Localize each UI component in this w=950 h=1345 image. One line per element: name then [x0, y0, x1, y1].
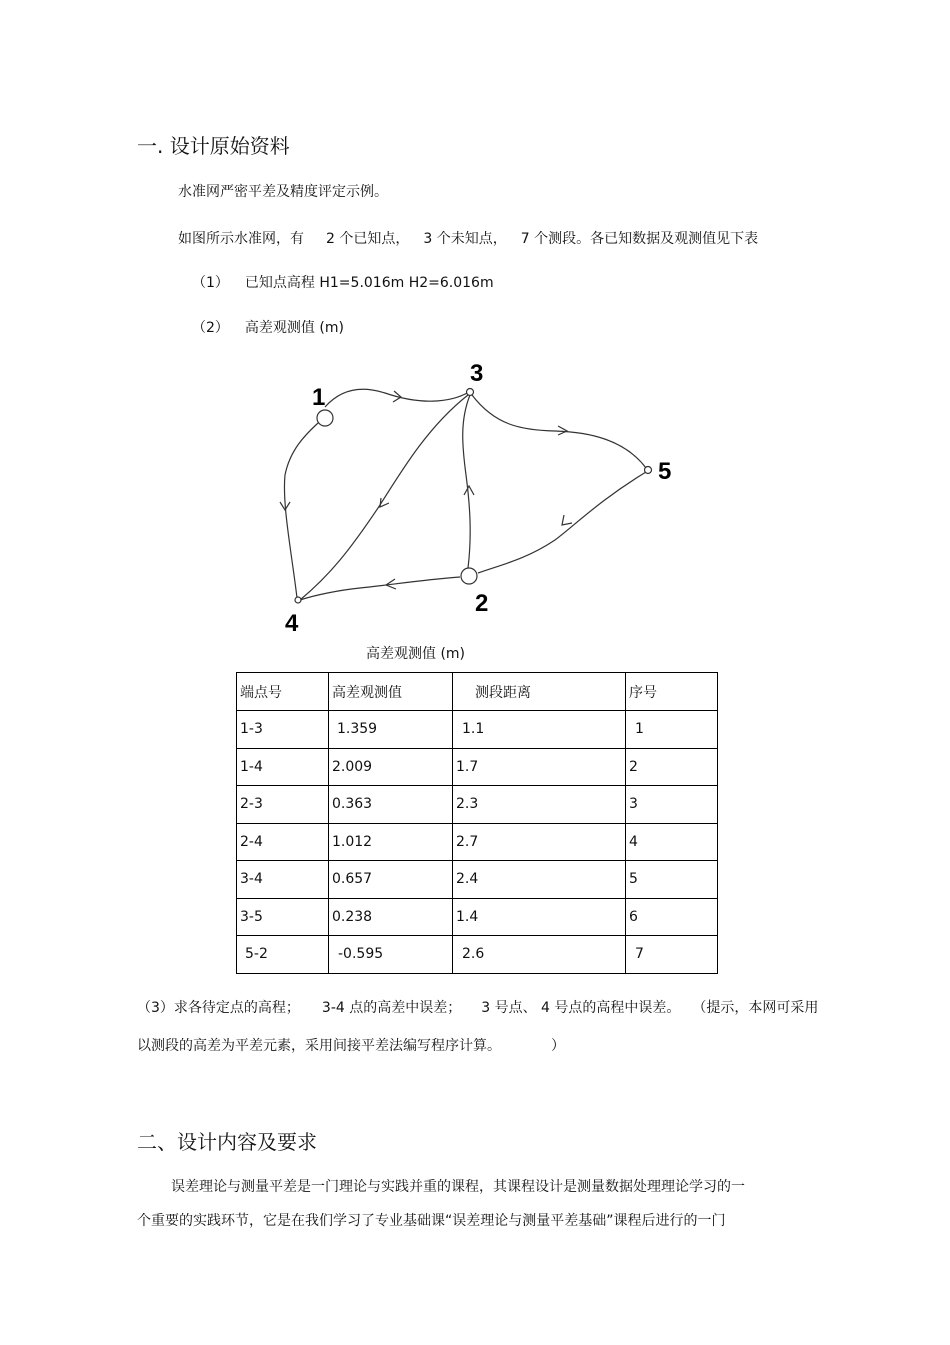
- note-part: 以测段的高差为平差元素，采用间接平差法编写程序计算。: [137, 1038, 501, 1054]
- table-cell: 1.7: [453, 748, 626, 786]
- route-2-3: [463, 395, 470, 568]
- table-header-row: [237, 673, 718, 711]
- header-cell: 端点号: [237, 673, 329, 711]
- table-row: [237, 748, 718, 786]
- table-cell: 4: [626, 823, 718, 861]
- table-cell: 0.657: [329, 861, 453, 899]
- note-part: ）: [551, 1038, 565, 1054]
- station-3-marker: [467, 389, 474, 396]
- table-cell: 5: [626, 861, 718, 899]
- header-cell: 高差观测值: [329, 673, 453, 711]
- item-known-heights: [192, 272, 494, 292]
- desc-part: 7 个测段。各已知数据及观测值见下表: [520, 231, 759, 247]
- section-heading: 二、设计内容及要求: [137, 1130, 317, 1154]
- table-cell: 2.4: [453, 861, 626, 899]
- station-1-label: 1: [312, 384, 326, 411]
- table-cell: 1.1: [453, 711, 626, 749]
- table-cell: 2.7: [453, 823, 626, 861]
- note-part: 3-4 点的高差中误差；: [321, 1000, 462, 1016]
- item-observations: [192, 317, 344, 337]
- station-5-marker: [645, 467, 652, 474]
- station-3-label: 3: [470, 360, 484, 387]
- note-part: （提示，本网可采用: [692, 1000, 819, 1016]
- table-cell: 3: [626, 786, 718, 824]
- arrow-3-5: [558, 426, 567, 435]
- table-row: [237, 786, 718, 824]
- network-description: [178, 228, 758, 248]
- table-cell: 0.238: [329, 898, 453, 936]
- paragraph-line: 误差理论与测量平差是一门理论与实践并重的课程，其课程设计是测量数据处理理论学习的一: [171, 1179, 745, 1195]
- station-4-marker: [295, 597, 301, 603]
- station-1-marker: [317, 410, 333, 426]
- table-cell: 2.3: [453, 786, 626, 824]
- desc-part: 如图所示水准网，有: [178, 231, 304, 247]
- table-cell: 2.6: [453, 936, 626, 974]
- desc-part: 2 个已知点，: [326, 231, 410, 247]
- header-cell: 序号: [626, 673, 718, 711]
- table-cell: 0.363: [329, 786, 453, 824]
- arrow-5-2: [562, 515, 572, 525]
- arrow-2-3: [464, 486, 474, 495]
- desc-part: 3 个未知点，: [423, 231, 507, 247]
- table-row: [237, 823, 718, 861]
- station-5-label: 5: [658, 458, 672, 485]
- route-1-3: [325, 389, 469, 407]
- task-note-line1: [137, 997, 818, 1017]
- note-part: （3）求各待定点的高程；: [137, 1000, 300, 1016]
- table-cell: 1.359: [329, 711, 453, 749]
- route-3-5: [472, 395, 646, 468]
- table-cell: 6: [626, 898, 718, 936]
- table-row: [237, 936, 718, 974]
- note-part: 3 号点、 4 号点的高程中误差。: [481, 1000, 681, 1016]
- route-2-4: [300, 577, 460, 600]
- table-cell: 1: [626, 711, 718, 749]
- paragraph-line: 个重要的实践环节，它是在我们学习了专业基础课“误差理论与测量平差基础”课程后进行的一门: [137, 1213, 726, 1229]
- table-cell: 2-4: [237, 823, 329, 861]
- table-cell: -0.595: [329, 936, 453, 974]
- table-row: [237, 711, 718, 749]
- table-row: [237, 898, 718, 936]
- table-cell: 1-3: [237, 711, 329, 749]
- table-cell: 3-4: [237, 861, 329, 899]
- table-cell: 2: [626, 748, 718, 786]
- table-cell: 1-4: [237, 748, 329, 786]
- intro-text: 水准网严密平差及精度评定示例。: [178, 184, 388, 200]
- table-cell: 1.012: [329, 823, 453, 861]
- leveling-network-diagram: [270, 355, 690, 640]
- item-number: （2）: [192, 320, 229, 336]
- table-cell: 2-3: [237, 786, 329, 824]
- table-cell: 7: [626, 936, 718, 974]
- table-caption: 高差观测值 (m): [366, 646, 466, 662]
- station-2-marker: [461, 568, 477, 584]
- item-text: 已知点高程 H1=5.016m H2=6.016m: [244, 275, 494, 291]
- table-cell: 2.009: [329, 748, 453, 786]
- table-cell: 5-2: [237, 936, 329, 974]
- station-2-label: 2: [475, 590, 489, 617]
- task-note-line2: [137, 1035, 565, 1055]
- item-number: （1）: [192, 275, 229, 291]
- route-1-4: [284, 423, 318, 598]
- observation-table: [236, 672, 718, 974]
- table-cell: 3-5: [237, 898, 329, 936]
- station-4-label: 4: [285, 610, 299, 637]
- section-heading: 一. 设计原始资料: [137, 134, 290, 158]
- item-text: 高差观测值 (m): [244, 320, 344, 336]
- table-row: [237, 861, 718, 899]
- header-cell: 测段距离: [453, 673, 626, 711]
- table-cell: 1.4: [453, 898, 626, 936]
